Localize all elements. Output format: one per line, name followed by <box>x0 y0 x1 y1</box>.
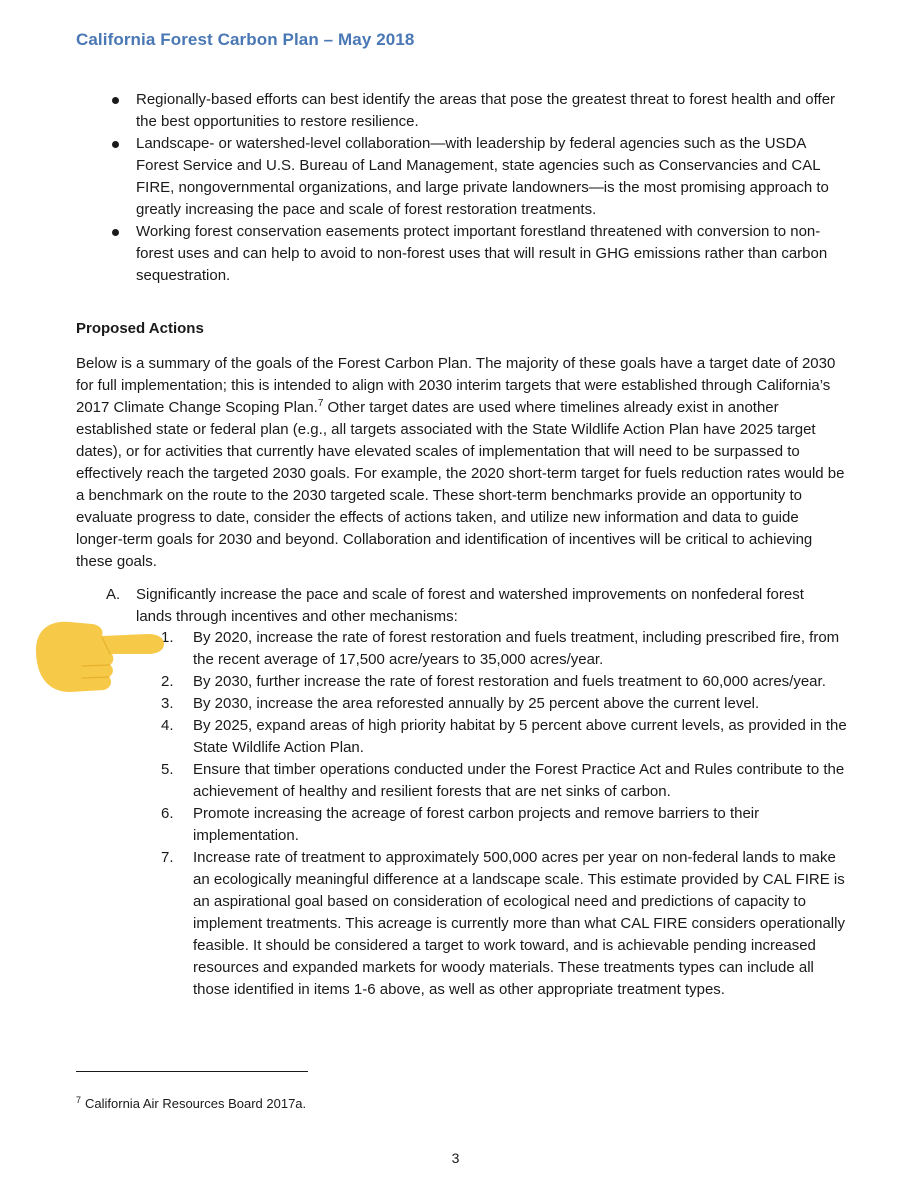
sublist-item <box>161 627 851 671</box>
bullet-text: Regionally-based efforts can best identify the areas that pose the greatest threat to forest health and offer the best opportunities to restore resilience. <box>136 91 836 130</box>
sublist-number: 6. <box>161 805 174 822</box>
sublist-text: Ensure that timber operations conducted under the Forest Practice Act and Rules contribute to the achievement of healthy and resilient forests that are net sinks of carbon. <box>193 761 845 800</box>
page-number: 3 <box>451 1150 460 1166</box>
sublist-number: 2. <box>161 673 174 690</box>
sublist-item <box>161 693 851 715</box>
footnote <box>76 1096 306 1111</box>
sublist-item <box>161 759 851 803</box>
sublist-text: By 2020, increase the rate of forest restoration and fuels treatment, including prescribed fire, from the recent average of 17,500 acre/years to 35,000 acres/year. <box>193 629 840 668</box>
sublist-number: 3. <box>161 695 174 712</box>
document-header-title: California Forest Carbon Plan – May 2018 <box>76 30 415 49</box>
sublist-number: 5. <box>161 761 174 778</box>
pointing-hand-icon <box>30 610 170 700</box>
footnote-number: 7 <box>76 1094 82 1105</box>
footnote-divider <box>76 1071 308 1072</box>
intro-paragraph <box>76 353 846 573</box>
sublist-item <box>161 847 851 1001</box>
goal-a <box>106 584 826 628</box>
sublist-item <box>161 715 851 759</box>
bullet-icon <box>112 141 119 148</box>
bullet-list <box>110 89 850 287</box>
sublist-text: By 2025, expand areas of high priority habitat by 5 percent above current levels, as provided in the State Wildlife Action Plan. <box>193 717 847 756</box>
bullet-text: Working forest conservation easements protect important forestland threatened with conversion to non-forest uses and can help to avoid to non-forest uses that will result in GHG emissions rather than carbon sequestration. <box>136 223 828 284</box>
sublist-number: 4. <box>161 717 174 734</box>
bullet-item <box>110 221 850 287</box>
bullet-icon <box>112 229 119 236</box>
goal-a-sublist <box>161 627 851 1001</box>
sublist-text: Promote increasing the acreage of forest carbon projects and remove barriers to their implementation. <box>193 805 760 844</box>
footnote-text: California Air Resources Board 2017a. <box>85 1096 307 1111</box>
goal-a-letter: A. <box>106 586 121 603</box>
bullet-item <box>110 133 850 221</box>
bullet-item <box>110 89 850 133</box>
section-heading: Proposed Actions <box>76 320 204 337</box>
sublist-item <box>161 671 851 693</box>
sublist-text: By 2030, further increase the rate of forest restoration and fuels treatment to 60,000 acres/year. <box>193 673 826 690</box>
sublist-item <box>161 803 851 847</box>
sublist-text: Increase rate of treatment to approximately 500,000 acres per year on non-federal lands to make an ecologically meaningful difference at a landscape scale. This estimate provided by CAL FIRE is an aspirational goal based on consideration of ecological need and predictions of capacity to implement treatments. This acreage is currently more than what CAL FIRE considers operationally feasible. It should be considered a target to work toward, and is achievable pending increased resources and expanded markets for woody materials. These treatments types can include all those identified in items 1-6 above, as well as other appropriate treatment types. <box>193 849 845 998</box>
bullet-icon <box>112 97 119 104</box>
sublist-text: By 2030, increase the area reforested annually by 25 percent above the current level. <box>193 695 760 712</box>
intro-text-part1: Below is a summary of the goals of the Forest Carbon Plan. The majority of these goals have a target date of 2030 for full implementation; this is intended to align with 2030 interim targets that were established through California’s 2017 Climate Change Scoping Plan. <box>76 355 836 416</box>
intro-text-part2: Other target dates are used where timelines already exist in another established state or federal plan (e.g., all targets associated with the State Wildlife Action Plan have 2025 target dates), or for activities that currently have elevated scales of implementation that will need to be surpassed to effectively reach the targeted 2030 goals. For example, the 2020 short-term target for fuels reduction rates would be a benchmark on the route to the 2030 targeted scale. These short-term benchmarks provide an opportunity to evaluate progress to date, consider the effects of actions taken, and utilize new information and data to guide longer-term goals for 2030 and beyond. Collaboration and identification of incentives will be critical to achieving these goals. <box>76 399 845 570</box>
sublist-number: 1. <box>161 629 174 646</box>
goal-a-text: Significantly increase the pace and scale of forest and watershed improvements on nonfederal forest lands through incentives and other mechanisms: <box>136 586 804 625</box>
sublist-number: 7. <box>161 849 174 866</box>
footnote-reference[interactable]: 7 <box>317 398 324 409</box>
bullet-text: Landscape- or watershed-level collaboration—with leadership by federal agencies such as the USDA Forest Service and U.S. Bureau of Land Management, state agencies such as Conservancies and CAL FIRE, nongovernmental organizations, and large private landowners—is the most promising approach to greatly increasing the pace and scale of forest restoration treatments. <box>136 135 829 218</box>
